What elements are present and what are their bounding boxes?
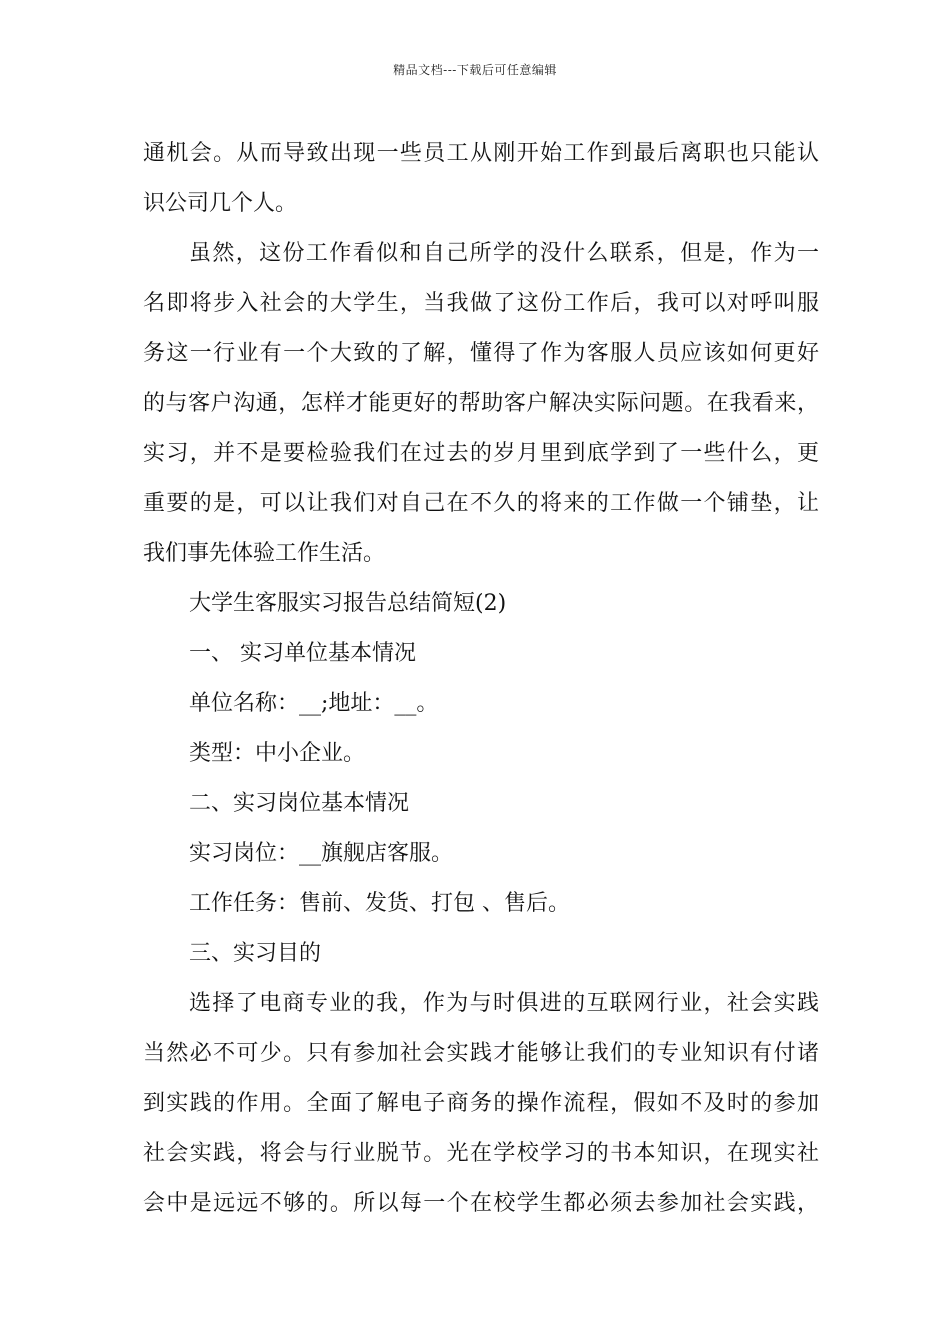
- document-body: [143, 129, 819, 1229]
- text-line: 工作任务：售前、发货、打包 、售后。: [189, 891, 570, 916]
- text-line: 三、实习目的: [189, 941, 322, 966]
- text-line: 名即将步入社会的大学生，当我做了这份工作后，我可以对呼叫服: [143, 291, 819, 316]
- text-line: 到实践的作用。全面了解电子商务的操作流程，假如不及时的参加: [143, 1091, 819, 1116]
- text-line: 识公司几个人。: [143, 191, 298, 216]
- text-line: 实习，并不是要检验我们在过去的岁月里到底学到了一些什么，更: [143, 441, 819, 466]
- text-line: 当然必不可少。只有参加社会实践才能够让我们的专业知识有付诸: [143, 1041, 819, 1066]
- page-header: 精品文档---下载后可任意编辑: [393, 63, 557, 77]
- text-line: 会中是远远不够的。所以每一个在校学生都必须去参加社会实践，: [143, 1191, 819, 1216]
- text-line: 选择了电商专业的我，作为与时俱进的互联网行业，社会实践: [189, 991, 819, 1016]
- text-line: 重要的是，可以让我们对自己在不久的将来的工作做一个铺垫，让: [143, 491, 819, 516]
- text-line: 单位名称：__;地址：__。: [189, 691, 439, 716]
- text-line: 通机会。从而导致出现一些员工从刚开始工作到最后离职也只能认: [143, 141, 819, 166]
- text-line: 类型：中小企业。: [189, 741, 366, 766]
- text-line: 一、 实习单位基本情况: [189, 641, 416, 666]
- text-line: 二、实习岗位基本情况: [189, 791, 410, 816]
- text-line: 务这一行业有一个大致的了解，懂得了作为客服人员应该如何更好: [143, 341, 819, 366]
- text-line: 实习岗位：__旗舰店客服。: [189, 841, 454, 866]
- text-line: 大学生客服实习报告总结简短(2): [189, 591, 507, 616]
- text-line: 社会实践，将会与行业脱节。光在学校学习的书本知识，在现实社: [143, 1141, 819, 1166]
- text-line: 的与客户沟通，怎样才能更好的帮助客户解决实际问题。在我看来，: [143, 391, 819, 416]
- text-line: 我们事先体验工作生活。: [143, 541, 386, 566]
- text-line: 虽然，这份工作看似和自己所学的没什么联系，但是，作为一: [189, 241, 819, 266]
